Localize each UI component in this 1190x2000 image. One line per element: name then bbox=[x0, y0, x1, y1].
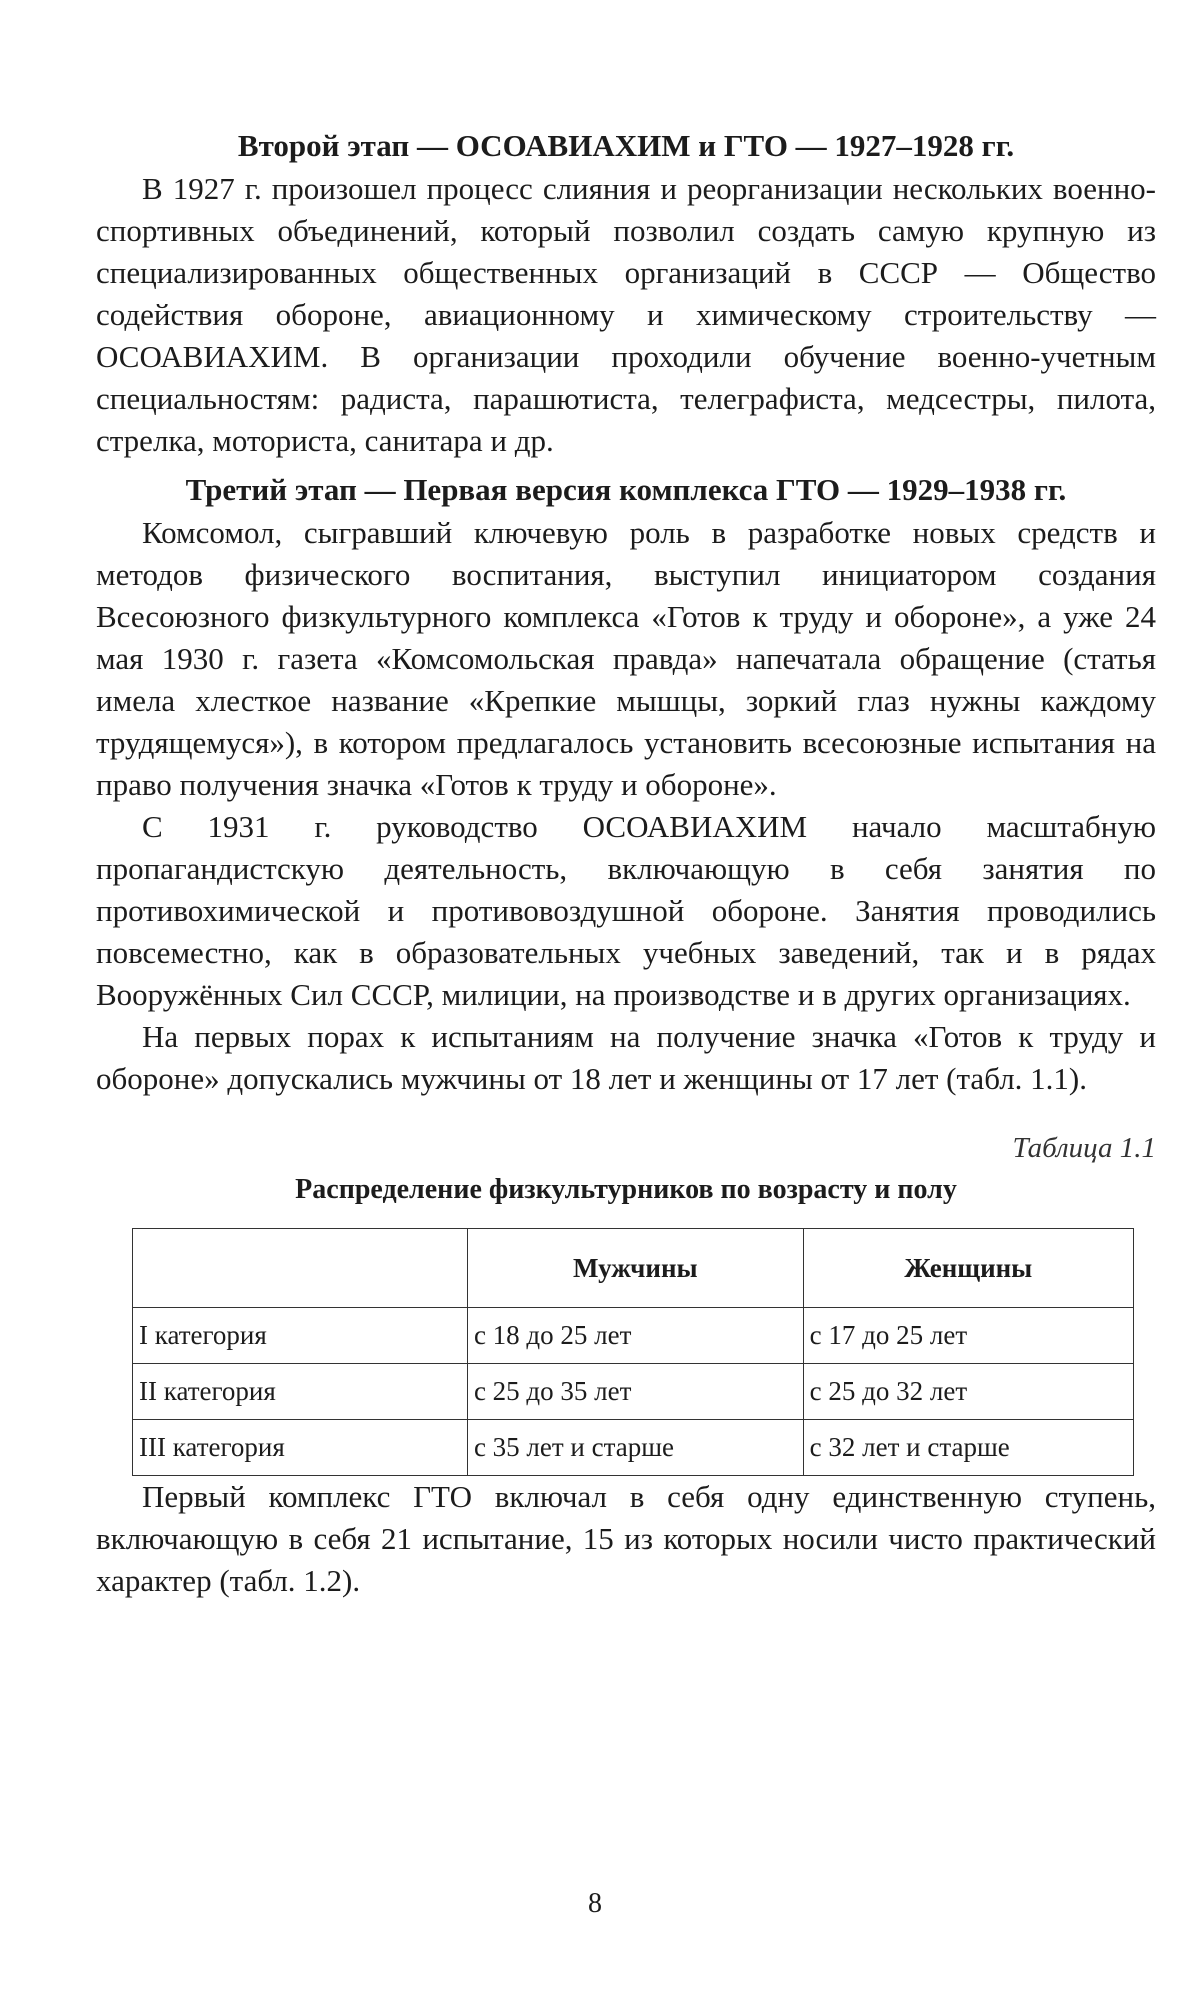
table-row bbox=[133, 1308, 1134, 1364]
table-cell-category: II категория bbox=[133, 1364, 468, 1420]
paragraph-first-tests: На первых порах к испытаниям на получение значка «Готов к труду и обороне» допускались мужчины от 18 лет и женщины от 17 лет (табл. 1.1). bbox=[96, 1019, 1156, 1096]
table-title: Распределение физкультурников по возрасту и полу bbox=[295, 1174, 957, 1205]
paragraph-first-complex: Первый комплекс ГТО включал в себя одну единственную ступень, включающую в себя 21 испытание, 15 из которых носили чисто практический характер (табл. 1.2). bbox=[96, 1479, 1156, 1598]
document-page bbox=[96, 124, 1156, 1964]
table-label: Таблица 1.1 bbox=[1012, 1132, 1156, 1164]
section-heading-stage-2: Второй этап — ОСОАВИАХИМ и ГТО — 1927–1928 гг. bbox=[237, 128, 1015, 163]
table-row bbox=[133, 1420, 1134, 1476]
table-header-row bbox=[133, 1229, 1134, 1308]
section-heading-stage-3: Третий этап — Первая версия комплекса ГТО — 1929–1938 гг. bbox=[185, 472, 1067, 507]
page-number: 8 bbox=[588, 1888, 602, 1919]
table-cell-women: с 17 до 25 лет bbox=[803, 1308, 1133, 1364]
paragraph-1931: С 1931 г. руководство ОСОАВИАХИМ начало масштабную пропагандистскую деятельность, включающую в себя занятия по противохимической и противовоздушной обороне. Занятия проводились повсеместно, как в образовательных учебных заведений, так и в рядах Вооружённых Сил СССР, милиции, на производстве и в других организациях. bbox=[96, 809, 1156, 1012]
table-row bbox=[133, 1364, 1134, 1420]
table-cell-women: с 25 до 32 лет bbox=[803, 1364, 1133, 1420]
table-header-cell: Мужчины bbox=[467, 1229, 803, 1308]
table-cell-category: I категория bbox=[133, 1308, 468, 1364]
table-header-cell: Женщины bbox=[803, 1229, 1133, 1308]
table-cell-women: с 32 лет и старше bbox=[803, 1420, 1133, 1476]
table-cell-men: с 35 лет и старше bbox=[467, 1420, 803, 1476]
table-cell-category: III категория bbox=[133, 1420, 468, 1476]
table-header-cell bbox=[133, 1229, 468, 1308]
table-cell-men: с 18 до 25 лет bbox=[467, 1308, 803, 1364]
age-gender-table bbox=[132, 1228, 1134, 1476]
paragraph-komsomol: Комсомол, сыгравший ключевую роль в разработке новых средств и методов физического воспитания, выступил инициатором создания Всесоюзного физкультурного комплекса «Готов к труду и обороне», а уже 24 мая 1930 г. газета «Комсомольская правда» напечатала обращение (статья имела хлесткое название «Крепкие мышцы, зоркий глаз нужны каждому трудящемуся»), в котором предлагалось установить всесоюзные испытания на право получения значка «Готов к труду и обороне». bbox=[96, 515, 1156, 802]
paragraph-osoaviakhim: В 1927 г. произошел процесс слияния и реорганизации нескольких военно-спортивных объединений, который позволил создать самую крупную из специализированных общественных организаций в СССР — Общество содействия обороне, авиационному и химическому строительству — ОСОАВИАХИМ. В организации проходили обучение военно-учетным специальностям: радиста, парашютиста, телеграфиста, медсестры, пилота, стрелка, моториста, санитара и др. bbox=[96, 171, 1156, 458]
table-cell-men: с 25 до 35 лет bbox=[467, 1364, 803, 1420]
